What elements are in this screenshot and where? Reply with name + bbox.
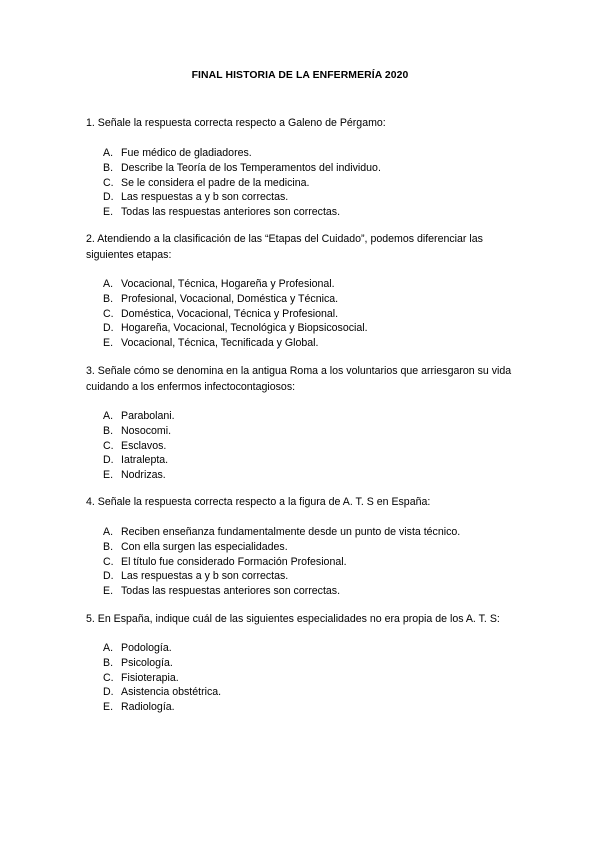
option-e (86, 336, 526, 351)
option-d (86, 321, 526, 336)
option-letter: C. (103, 671, 114, 684)
option-c (86, 555, 526, 570)
option-d (86, 453, 526, 468)
option-text: Asistencia obstétrica. (121, 686, 222, 699)
option-b (86, 540, 526, 555)
option-c (86, 671, 526, 686)
option-text: Todas las respuestas anteriores son correctas. (121, 585, 341, 598)
option-letter: C. (103, 307, 114, 320)
question-text: 2. Atendiendo a la clasificación de las “Etapas del Cuidado”, podemos diferenciar las siguientes etapas: (86, 233, 483, 261)
option-b (86, 656, 526, 671)
option-text: Las respuestas a y b son correctas. (121, 191, 289, 204)
option-letter: C. (103, 176, 114, 189)
option-text: Se le considera el padre de la medicina. (121, 176, 310, 189)
option-text: Nodrizas. (121, 469, 166, 482)
option-letter: A. (103, 642, 114, 654)
option-letter: A. (103, 278, 114, 290)
question-5 (86, 611, 526, 715)
option-text: Todas las respuestas anteriores son correctas. (121, 206, 341, 219)
option-letter: E. (103, 337, 114, 350)
option-letter: B. (103, 540, 114, 553)
option-letter: D. (103, 191, 114, 204)
option-text: El título fue considerado Formación Profesional. (121, 555, 347, 568)
option-a (86, 525, 526, 540)
option-b (86, 292, 526, 307)
option-list (86, 641, 526, 715)
option-text: Reciben enseñanza fundamentalmente desde un punto de vista técnico. (121, 526, 461, 538)
option-text: Podología. (121, 642, 172, 654)
option-letter: D. (103, 322, 114, 335)
option-c (86, 439, 526, 454)
option-list (86, 409, 526, 483)
option-letter: E. (103, 701, 114, 714)
option-b (86, 161, 526, 176)
question-text: 4. Señale la respuesta correcta respecto a la figura de A. T. S en España: (86, 496, 431, 508)
option-e (86, 700, 526, 715)
option-e (86, 205, 526, 220)
option-letter: E. (103, 585, 114, 598)
option-letter: E. (103, 206, 114, 219)
option-a (86, 641, 526, 656)
option-d (86, 685, 526, 700)
option-letter: A. (103, 147, 114, 159)
option-list (86, 146, 526, 220)
option-letter: C. (103, 555, 114, 568)
option-text: Fue médico de gladiadores. (121, 147, 252, 159)
option-letter: B. (103, 292, 114, 305)
option-letter: B. (103, 656, 114, 669)
option-d (86, 569, 526, 584)
option-letter: B. (103, 424, 114, 437)
option-d (86, 190, 526, 205)
option-letter: D. (103, 570, 114, 583)
option-text: Radiología. (121, 701, 175, 714)
option-letter: D. (103, 454, 114, 467)
option-letter: C. (103, 439, 114, 452)
option-text: Con ella surgen las especialidades. (121, 540, 288, 553)
question-1 (86, 115, 526, 220)
option-c (86, 176, 526, 191)
question-2 (86, 231, 526, 351)
option-e (86, 468, 526, 483)
option-b (86, 424, 526, 439)
question-3 (86, 363, 526, 483)
question-text: 3. Señale cómo se denomina en la antigua Roma a los voluntarios que arriesgaron su vida cuidando a los enfermos infectocontagiosos: (86, 365, 512, 393)
option-text: Describe la Teoría de los Temperamentos del individuo. (121, 161, 381, 174)
page-title: FINAL HISTORIA DE LA ENFERMERÍA 2020 (191, 70, 409, 81)
option-list (86, 277, 526, 351)
option-text: Hogareña, Vocacional, Tecnológica y Biopsicosocial. (121, 322, 368, 335)
option-letter: E. (103, 469, 114, 482)
option-text: Psicología. (121, 656, 173, 669)
option-letter: B. (103, 161, 114, 174)
option-text: Vocacional, Técnica, Hogareña y Profesional. (121, 278, 335, 290)
option-letter: A. (103, 526, 114, 538)
option-a (86, 409, 526, 424)
option-text: Parabolani. (121, 410, 175, 422)
option-c (86, 307, 526, 322)
option-e (86, 584, 526, 599)
option-list (86, 525, 526, 599)
option-text: Nosocomi. (121, 424, 172, 437)
option-text: Vocacional, Técnica, Tecnificada y Global. (121, 337, 319, 350)
option-text: Doméstica, Vocacional, Técnica y Profesional. (121, 307, 339, 320)
option-a (86, 277, 526, 292)
option-letter: D. (103, 686, 114, 699)
option-letter: A. (103, 410, 114, 422)
option-text: Las respuestas a y b son correctas. (121, 570, 289, 583)
option-a (86, 146, 526, 161)
question-4 (86, 494, 526, 599)
option-text: Fisioterapia. (121, 671, 179, 684)
question-text: 5. En España, indique cuál de las siguientes especialidades no era propia de los A. T. S: (86, 613, 500, 625)
option-text: Esclavos. (121, 439, 167, 452)
option-text: Iatralepta. (121, 454, 169, 467)
question-text: 1. Señale la respuesta correcta respecto a Galeno de Pérgamo: (86, 117, 386, 129)
option-text: Profesional, Vocacional, Doméstica y Técnica. (121, 292, 339, 305)
